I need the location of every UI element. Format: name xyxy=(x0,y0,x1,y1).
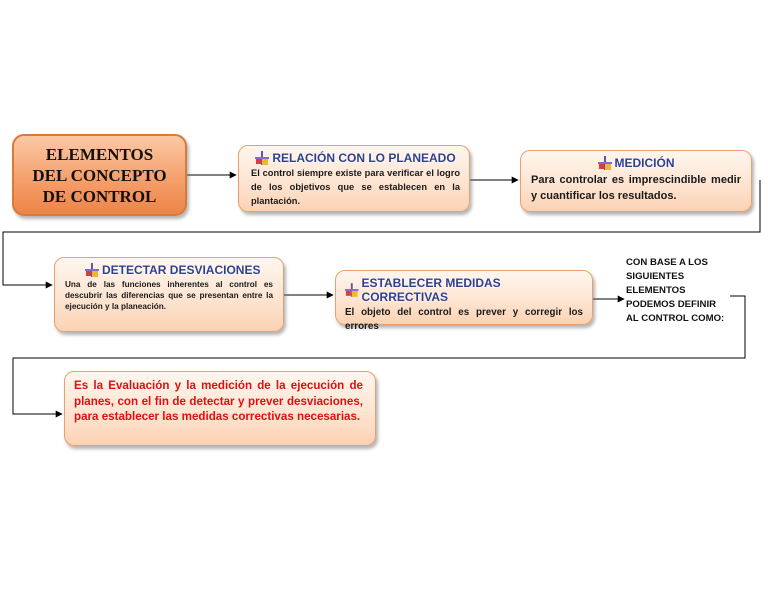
definition-box xyxy=(64,371,376,446)
desviaciones-heading xyxy=(65,263,273,277)
definition-text: Es la Evaluación y la medición de la ejecución de planes, con el fin de detectar y prever desviaciones, para establecer las medidas correctivas necesarias. xyxy=(74,379,363,423)
relacion-title: RELACIÓN CON LO PLANEADO xyxy=(272,151,456,165)
relacion-heading xyxy=(251,151,460,165)
medicion-heading xyxy=(531,156,741,170)
main-concept-title: ELEMENTOS DEL CONCEPTO DE CONTROL xyxy=(32,144,167,206)
desviaciones-text: Una de las funciones inherentes al control es descubrir las diferencias que se presentan entre la ejecución y la planeación. xyxy=(65,280,273,311)
side-note: CON BASE A LOS SIGUIENTES ELEMENTOS PODEMOS DEFINIR AL CONTROL COMO: xyxy=(626,257,725,324)
desviaciones-title: DETECTAR DESVIACIONES xyxy=(102,263,261,277)
relacion-box xyxy=(238,145,470,212)
pushpin-icon xyxy=(345,283,359,297)
desviaciones-box xyxy=(54,257,284,332)
relacion-text: El control siempre existe para verificar el logro de los objetivos que se establecen en la plantación. xyxy=(251,168,460,206)
medicion-text: Para controlar es imprescindible medir y cuantificar los resultados. xyxy=(531,174,741,202)
correctivas-title: ESTABLECER MEDIDAS CORRECTIVAS xyxy=(361,276,501,304)
pushpin-icon xyxy=(85,263,99,277)
pushpin-icon xyxy=(598,156,612,170)
medicion-box xyxy=(520,150,752,212)
correctivas-box xyxy=(335,270,593,332)
main-concept-box xyxy=(12,134,187,216)
medicion-title: MEDICIÓN xyxy=(614,156,675,170)
correctivas-text: El objeto del control es prever y corregir los errores xyxy=(345,307,583,332)
pushpin-icon xyxy=(255,151,269,165)
correctivas-heading xyxy=(345,276,583,304)
